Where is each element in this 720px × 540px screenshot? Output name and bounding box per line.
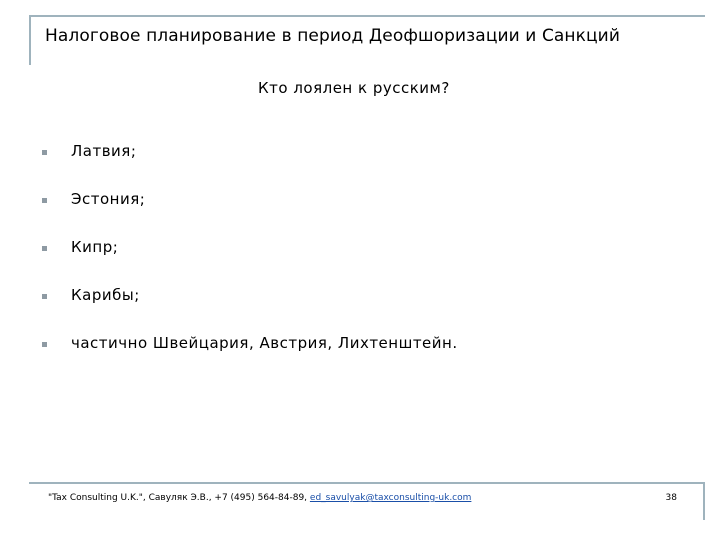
bullet-text <box>71 190 145 208</box>
list-item <box>42 190 458 238</box>
slide-subtitle: Кто лоялен к русским? <box>258 79 450 97</box>
bullet-text <box>71 286 140 304</box>
square-bullet-icon <box>42 342 47 347</box>
footer-email-link[interactable]: ed_savulyak@taxconsulting-uk.com <box>309 493 472 503</box>
page-number: 38 <box>665 493 677 503</box>
bullet-main-text: Эстония; <box>71 190 146 208</box>
bullet-text <box>71 334 458 352</box>
list-item <box>42 334 458 382</box>
bullet-text <box>71 238 118 256</box>
bullet-text <box>71 142 136 160</box>
footer-text <box>48 493 471 503</box>
list-item <box>42 286 458 334</box>
square-bullet-icon <box>42 198 47 203</box>
bullet-main-text: Карибы; <box>71 286 140 304</box>
square-bullet-icon <box>42 294 47 299</box>
footer-contact: "Tax Consulting U.K.", Савуляк Э.В., +7 (495) 564-84-89, <box>48 493 310 503</box>
bullet-main-text: Швейцария, Австрия, Лихтенштейн. <box>152 334 458 352</box>
bullet-main-text: Латвия; <box>71 142 137 160</box>
square-bullet-icon <box>42 246 47 251</box>
list-item <box>42 142 458 190</box>
square-bullet-icon <box>42 150 47 155</box>
bullet-prefix: частично <box>71 334 153 352</box>
bullet-main-text: Кипр; <box>71 238 119 256</box>
slide-title: Налоговое планирование в период Деофшоризации и Санкций <box>45 26 620 46</box>
bullet-list <box>42 142 458 382</box>
list-item <box>42 238 458 286</box>
